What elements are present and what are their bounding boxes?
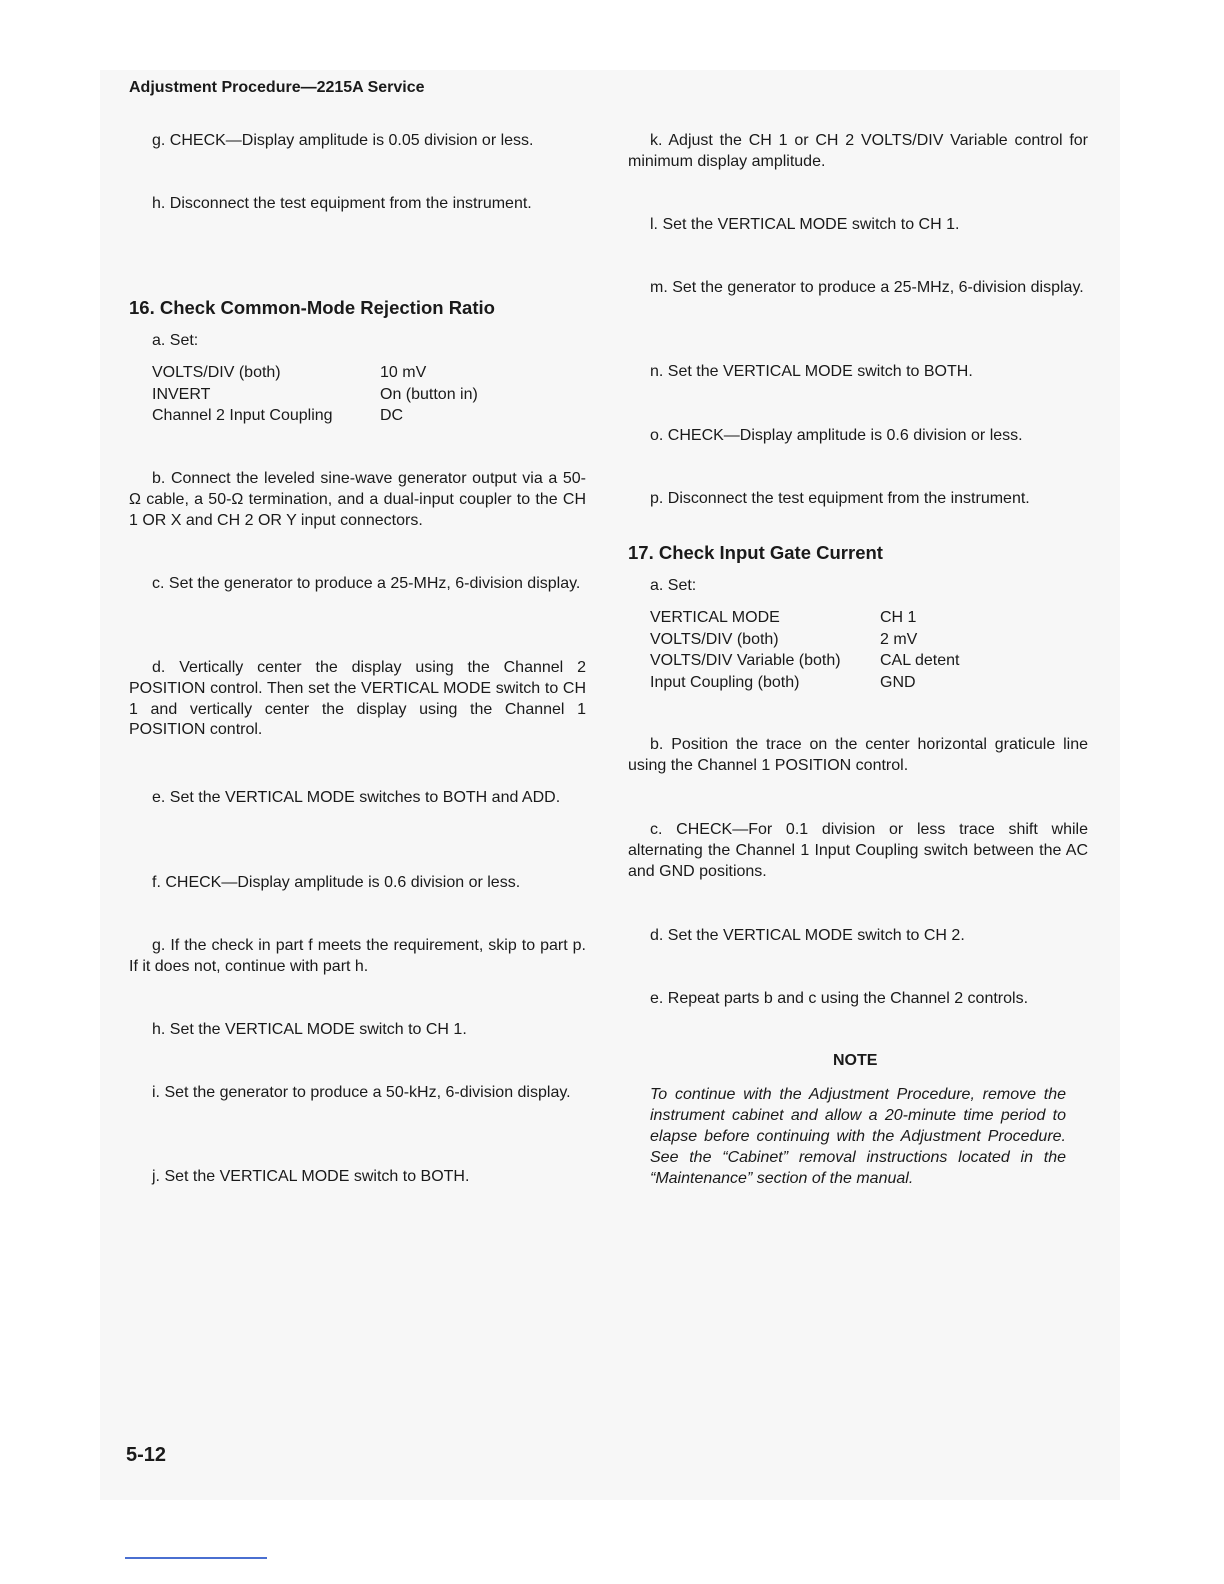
setting-name: VOLTS/DIV Variable (both) <box>650 652 841 669</box>
step-h-vertical-mode: h. Set the VERTICAL MODE switch to CH 1. <box>152 1021 467 1038</box>
section-17-title: 17. Check Input Gate Current <box>628 542 883 563</box>
step-b-connect: b. Connect the leveled sine-wave generator output via a 50-Ω cable, a 50-Ω termination, and a dual-input coupler to the CH 1 OR X and CH 2 OR Y input connectors. <box>129 470 586 529</box>
step-c-generator: c. Set the generator to produce a 25-MHz, 6-division display. <box>152 575 581 592</box>
table-row <box>650 672 959 694</box>
table-row <box>152 362 478 384</box>
table-row <box>650 629 959 651</box>
step-g-skip: g. If the check in part f meets the requirement, skip to part p. If it does not, continue with part h. <box>129 937 586 975</box>
step-d-center-display: d. Vertically center the display using the Channel 2 POSITION control. Then set the VERTICAL MODE switch to CH 1 and vertically center the display using the Channel 1 POSITION control. <box>129 659 586 739</box>
setting-name: INVERT <box>152 385 211 403</box>
step-l-ch1: l. Set the VERTICAL MODE switch to CH 1. <box>650 216 960 233</box>
setting-value: CAL detent <box>880 652 960 669</box>
step-o-check: o. CHECK—Display amplitude is 0.6 division or less. <box>650 427 1023 444</box>
section-17-settings-table <box>650 607 959 693</box>
section-17-set-label: a. Set: <box>650 577 697 594</box>
step-e-vertical-mode: e. Set the VERTICAL MODE switches to BOTH and ADD. <box>152 789 561 806</box>
setting-name: VOLTS/DIV (both) <box>650 630 779 648</box>
bottom-rule <box>125 1557 267 1559</box>
table-row <box>152 384 478 406</box>
step-g-check-amplitude: g. CHECK—Display amplitude is 0.05 division or less. <box>152 132 534 149</box>
step-c-check-shift: c. CHECK—For 0.1 division or less trace shift while alternating the Channel 1 Input Coupling switch between the AC and GND positions. <box>628 821 1088 880</box>
table-row <box>152 405 478 427</box>
page-number: 5-12 <box>126 1444 167 1466</box>
table-row <box>650 607 959 629</box>
setting-name: VOLTS/DIV (both) <box>152 364 281 381</box>
table-row <box>650 650 959 672</box>
setting-value: 2 mV <box>880 630 918 648</box>
setting-value: 10 mV <box>380 364 427 381</box>
setting-value: DC <box>380 407 404 424</box>
setting-name: Input Coupling (both) <box>650 673 800 691</box>
step-b-position-trace: b. Position the trace on the center horizontal graticule line using the Channel 1 POSITION control. <box>628 736 1088 774</box>
setting-name: Channel 2 Input Coupling <box>152 407 333 424</box>
running-header: Adjustment Procedure—2215A Service <box>129 79 425 96</box>
section-16-settings-table <box>152 362 478 427</box>
step-j-both: j. Set the VERTICAL MODE switch to BOTH. <box>152 1168 470 1185</box>
section-16-title: 16. Check Common-Mode Rejection Ratio <box>129 297 495 318</box>
step-n-both: n. Set the VERTICAL MODE switch to BOTH. <box>650 363 973 380</box>
step-e-repeat: e. Repeat parts b and c using the Channel 2 controls. <box>650 990 1029 1007</box>
setting-name: VERTICAL MODE <box>650 609 780 626</box>
step-k-adjust: k. Adjust the CH 1 or CH 2 VOLTS/DIV Variable control for minimum display amplitude. <box>628 132 1088 170</box>
step-h-disconnect: h. Disconnect the test equipment from the instrument. <box>152 195 532 212</box>
note-body: To continue with the Adjustment Procedure, remove the instrument cabinet and allow a 20-minute time period to elapse before continuing with the Adjustment Procedure. See the “Cabinet” removal instructions located in the “Maintenance” section of the manual. <box>650 1086 1066 1187</box>
step-d-ch2: d. Set the VERTICAL MODE switch to CH 2. <box>650 927 965 944</box>
step-m-generator: m. Set the generator to produce a 25-MHz, 6-division display. <box>650 279 1084 296</box>
setting-value: GND <box>880 673 916 691</box>
section-16-set-label: a. Set: <box>152 332 199 349</box>
note-heading: NOTE <box>833 1052 878 1069</box>
setting-value: On (button in) <box>380 385 478 403</box>
setting-value: CH 1 <box>880 609 917 626</box>
step-i-generator: i. Set the generator to produce a 50-kHz, 6-division display. <box>152 1084 571 1101</box>
step-f-check: f. CHECK—Display amplitude is 0.6 division or less. <box>152 874 521 891</box>
step-p-disconnect: p. Disconnect the test equipment from the instrument. <box>650 490 1030 507</box>
